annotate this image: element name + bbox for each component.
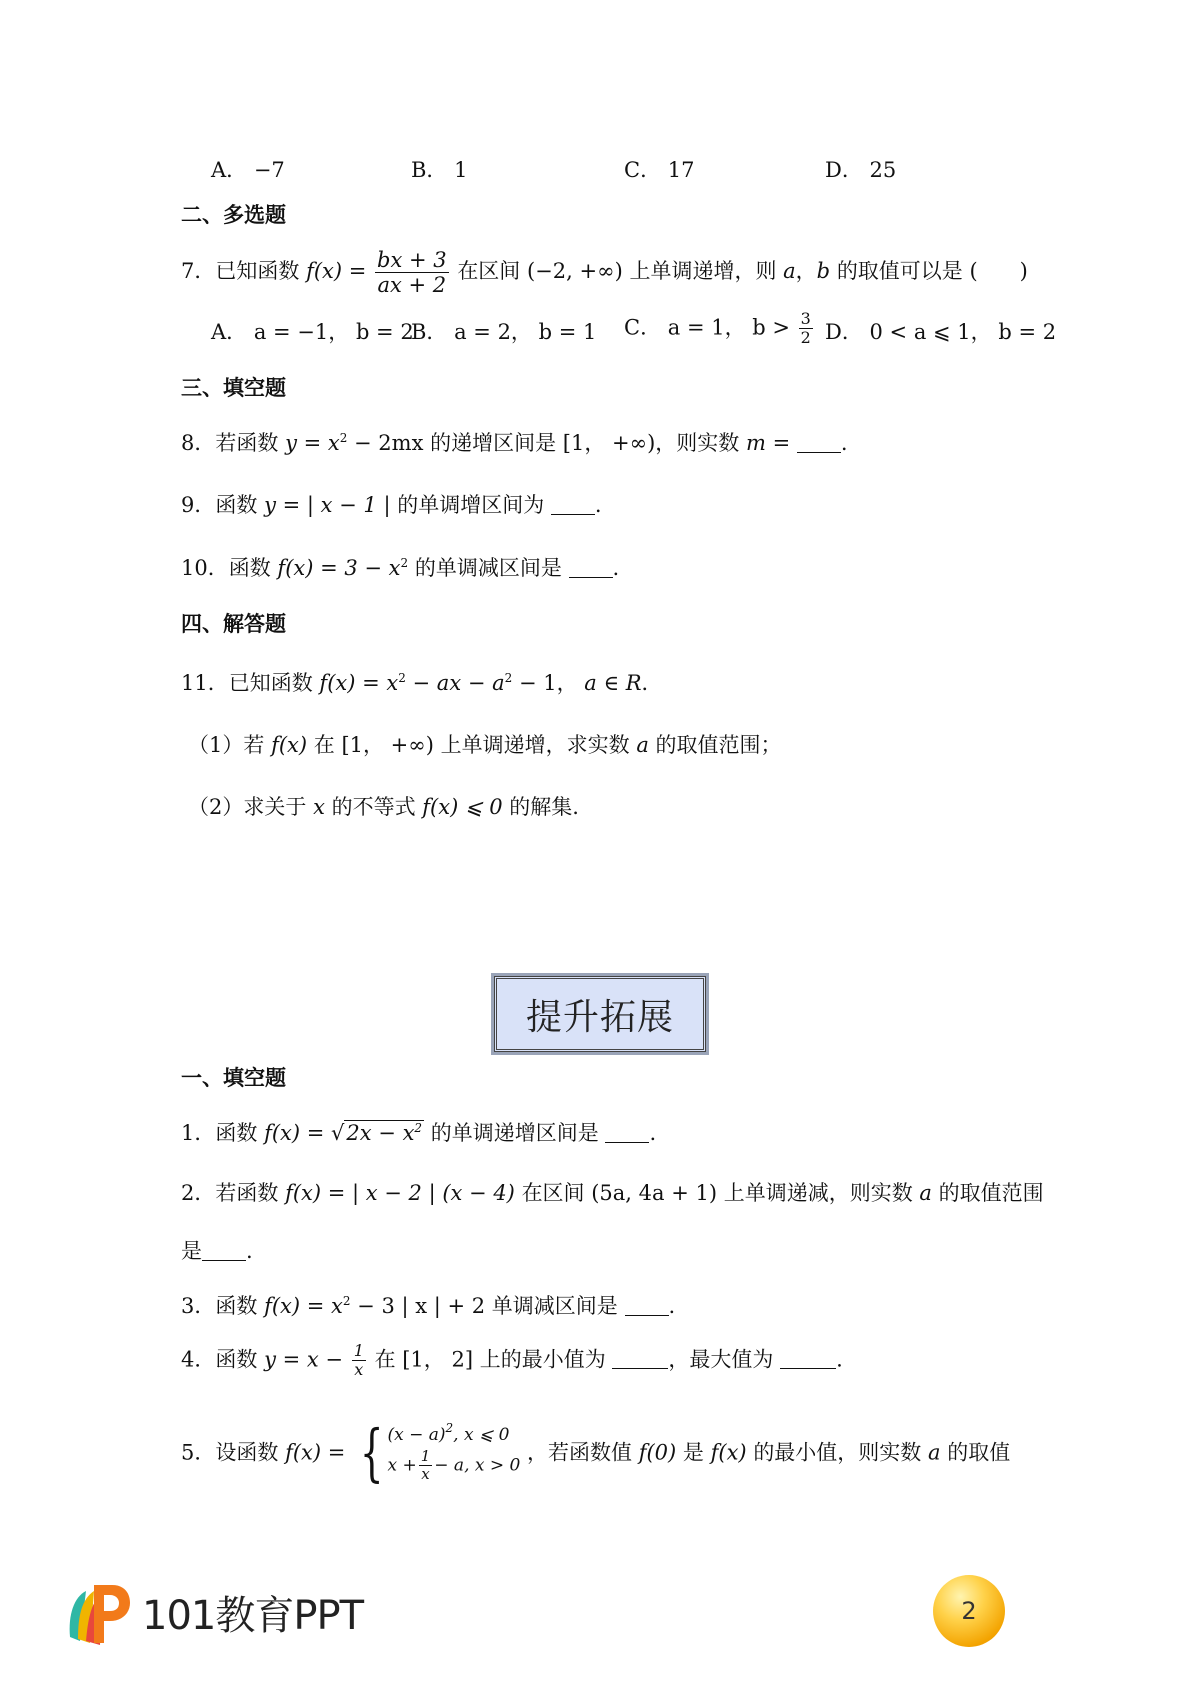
q11-condition: a ∈ R bbox=[584, 671, 642, 695]
q7-suffix: 的取值可以是 ( ) bbox=[836, 259, 1028, 284]
q6-option-a: A． −7 bbox=[211, 158, 285, 182]
e2-end: . bbox=[246, 1239, 253, 1263]
e5-is: 是 bbox=[682, 1440, 704, 1465]
question-7 bbox=[181, 248, 1028, 297]
e1-root-sign: √ bbox=[331, 1121, 345, 1145]
e2-tail: 的取值范围 bbox=[938, 1181, 1044, 1205]
q8-rest: − 2mx 的递增区间是 [1， +∞)，则实数 bbox=[347, 431, 740, 455]
e1-radicand-expr: 2x − x bbox=[346, 1121, 415, 1145]
e5-prefix: 5．设函数 bbox=[181, 1440, 279, 1465]
q11-exponent-2: 2 bbox=[504, 671, 513, 685]
brand-logo bbox=[60, 1575, 363, 1649]
question-9 bbox=[181, 494, 602, 516]
q8-expr: y = x bbox=[285, 431, 340, 455]
question-10 bbox=[181, 557, 619, 579]
e1-end: . bbox=[649, 1121, 657, 1145]
q7-option-c-denominator: 2 bbox=[800, 328, 811, 348]
e4-middle: 在 [1， 2] 上的最小值为 bbox=[374, 1347, 606, 1372]
q11-sub1-fx: f(x) bbox=[271, 733, 308, 757]
q9-answer-blank bbox=[551, 494, 595, 515]
q11-sub2-var-x: x bbox=[313, 795, 325, 819]
e1-exponent: 2 bbox=[414, 1121, 423, 1135]
q10-answer-blank bbox=[569, 557, 613, 578]
q7-prefix: 7．已知函数 bbox=[181, 259, 300, 284]
q11-sub2-end: 的解集. bbox=[509, 795, 579, 819]
e4-fraction-denominator: x bbox=[354, 1360, 364, 1380]
question-11 bbox=[181, 673, 663, 694]
q11-expr-1: f(x) = x bbox=[319, 671, 399, 695]
extension-question-2 bbox=[181, 1183, 1044, 1204]
q7-option-c-numerator: 3 bbox=[800, 309, 811, 328]
q7-var-a: a bbox=[783, 259, 796, 284]
section-heading-answer: 四、解答题 bbox=[181, 612, 286, 636]
extension-question-2-continued bbox=[181, 1240, 253, 1262]
e5-case1-expr: (x − a) bbox=[387, 1424, 446, 1445]
e3-answer-blank bbox=[625, 1295, 669, 1316]
q10-exponent: 2 bbox=[400, 556, 409, 570]
q7-separator: ， bbox=[795, 259, 817, 284]
q11-subquestion-2 bbox=[188, 797, 579, 818]
q8-var-m: m = bbox=[745, 431, 791, 455]
e5-brace: { bbox=[359, 1416, 384, 1489]
q7-option-c-text: C． a = 1， b > bbox=[624, 315, 790, 340]
q6-option-c: C． 17 bbox=[624, 158, 695, 182]
e5-rest: 的最小值，则实数 bbox=[753, 1440, 922, 1465]
e2-line2: 是 bbox=[181, 1239, 202, 1263]
question-8 bbox=[181, 432, 848, 454]
q9-end: . bbox=[594, 493, 602, 517]
q7-option-b: B． a = 2， b = 1 bbox=[411, 320, 597, 344]
q11-sub2-expr: f(x) ⩽ 0 bbox=[422, 795, 503, 819]
q11-expr-3: − 1， bbox=[512, 671, 578, 695]
section-banner: 提升拓展 bbox=[494, 976, 706, 1052]
e3-end: . bbox=[668, 1294, 676, 1318]
section-heading-extension-fill: 一、填空题 bbox=[181, 1066, 286, 1090]
q11-subquestion-1 bbox=[188, 735, 782, 756]
q7-option-c-fraction bbox=[799, 310, 813, 348]
q7-option-d: D． 0 < a ⩽ 1， b = 2 bbox=[825, 320, 1057, 344]
q7-fraction-denominator: ax + 2 bbox=[377, 273, 447, 298]
q10-rest: 的单调减区间是 bbox=[408, 556, 562, 580]
e2-middle: 在区间 (5a, 4a + 1) 上单调递减，则实数 bbox=[521, 1181, 913, 1205]
q11-sub1-prefix: （1）若 bbox=[188, 733, 265, 757]
extension-question-4 bbox=[181, 1342, 843, 1380]
q11-prefix: 11．已知函数 bbox=[181, 671, 313, 695]
page-number-badge: 2 bbox=[933, 1575, 1005, 1647]
extension-question-3 bbox=[181, 1295, 675, 1317]
q6-option-b: B． 1 bbox=[411, 158, 468, 182]
q9-expr: y = | x − 1 | bbox=[264, 493, 391, 517]
extension-question-5 bbox=[181, 1416, 1011, 1489]
e1-radicand bbox=[344, 1120, 424, 1145]
e5-tail: 的取值 bbox=[947, 1440, 1011, 1465]
e3-expr: f(x) = x bbox=[264, 1294, 343, 1318]
e3-exponent: 2 bbox=[342, 1294, 351, 1308]
e4-expr: y = x − bbox=[264, 1347, 343, 1372]
e2-var-a: a bbox=[919, 1181, 932, 1205]
e5-case2-fraction bbox=[419, 1448, 433, 1484]
q7-middle: 在区间 (−2, +∞) 上单调递增，则 bbox=[457, 259, 777, 284]
e5-f0: f(0) bbox=[638, 1440, 677, 1465]
q11-sub1-middle: 在 [1， +∞) 上单调递增，求实数 bbox=[313, 733, 630, 757]
q7-option-a: A． a = −1， b = 2 bbox=[211, 320, 414, 344]
q6-option-d: D． 25 bbox=[825, 158, 897, 182]
q10-end: . bbox=[612, 556, 620, 580]
q11-sub1-var-a: a bbox=[636, 733, 649, 757]
q7-fraction-numerator: bx + 3 bbox=[377, 248, 447, 272]
q11-expr-2: − ax − a bbox=[405, 671, 505, 695]
q7-var-b: b bbox=[816, 259, 831, 284]
e1-prefix: 1．函数 bbox=[181, 1121, 258, 1145]
q11-sub1-end: 的取值范围； bbox=[655, 733, 782, 757]
e4-fraction bbox=[352, 1342, 366, 1380]
e5-var-a: a bbox=[928, 1440, 941, 1465]
e5-case2-numerator: 1 bbox=[420, 1447, 431, 1465]
e4-fraction-numerator: 1 bbox=[353, 1341, 364, 1360]
q11-sub2-prefix: （2）求关于 bbox=[188, 795, 307, 819]
q10-expr: f(x) = 3 − x bbox=[277, 556, 401, 580]
e4-middle-2: ，最大值为 bbox=[668, 1347, 774, 1372]
q8-prefix: 8．若函数 bbox=[181, 431, 279, 455]
e5-case2-denominator: x bbox=[421, 1465, 430, 1484]
e1-answer-blank bbox=[605, 1122, 649, 1143]
e4-max-answer-blank bbox=[780, 1348, 836, 1369]
e4-prefix: 4．函数 bbox=[181, 1347, 258, 1372]
e1-rest: 的单调递增区间是 bbox=[424, 1121, 599, 1145]
q7-fraction bbox=[375, 248, 449, 297]
e1-fx: f(x) = bbox=[264, 1121, 325, 1145]
e4-end: . bbox=[836, 1347, 843, 1372]
q7-option-c bbox=[624, 310, 815, 348]
e2-answer-blank bbox=[202, 1240, 246, 1261]
e5-middle: ，若函数值 bbox=[527, 1440, 633, 1465]
q9-rest: 的单调增区间为 bbox=[390, 493, 545, 517]
e3-rest: − 3 | x | + 2 单调减区间是 bbox=[350, 1294, 618, 1318]
e4-min-answer-blank bbox=[612, 1348, 668, 1369]
q7-fx: f(x) = bbox=[306, 259, 367, 284]
e2-expr: f(x) = | x − 2 | (x − 4) bbox=[285, 1181, 515, 1205]
e5-fx: f(x) = bbox=[285, 1440, 346, 1465]
brand-name: 101教育PPT bbox=[142, 1592, 364, 1639]
section-heading-fill: 三、填空题 bbox=[181, 376, 286, 400]
brand-logo-icon bbox=[60, 1575, 134, 1649]
q10-prefix: 10．函数 bbox=[181, 556, 271, 580]
e5-case2-suffix: − a, x > 0 bbox=[434, 1455, 521, 1476]
e2-prefix: 2．若函数 bbox=[181, 1181, 279, 1205]
e5-case-2 bbox=[387, 1448, 520, 1484]
extension-question-1 bbox=[181, 1122, 656, 1144]
q11-exponent-1: 2 bbox=[398, 671, 406, 685]
q8-end: . bbox=[840, 431, 848, 455]
e3-prefix: 3．函数 bbox=[181, 1294, 258, 1318]
q9-prefix: 9．函数 bbox=[181, 493, 258, 517]
e5-fx-2: f(x) bbox=[710, 1440, 747, 1465]
e5-case-1 bbox=[387, 1420, 520, 1449]
e5-case2-prefix: x + bbox=[387, 1455, 417, 1476]
section-heading-multi: 二、多选题 bbox=[181, 203, 286, 227]
e5-cases bbox=[387, 1420, 521, 1484]
e5-case1-exponent: 2 bbox=[445, 1420, 454, 1435]
q11-sub2-middle: 的不等式 bbox=[331, 795, 416, 819]
e5-case1-condition: , x ⩽ 0 bbox=[453, 1424, 510, 1445]
q8-answer-blank bbox=[797, 432, 841, 453]
q8-exponent: 2 bbox=[339, 431, 348, 445]
q11-end: ． bbox=[641, 671, 663, 695]
